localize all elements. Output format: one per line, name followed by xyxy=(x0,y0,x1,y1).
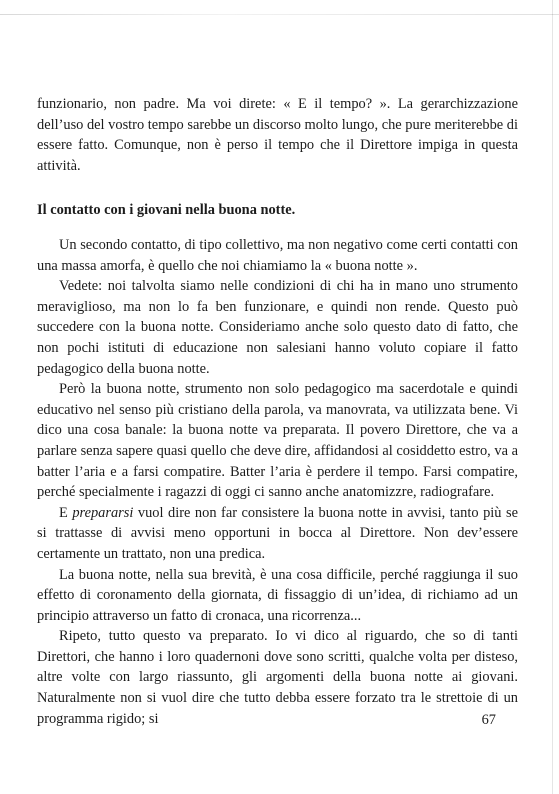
paragraph-4-italic: prepararsi xyxy=(72,504,134,521)
paragraph-3: Però la buona notte, strumento non solo pedagogico ma sacerdotale e quindi educativo nel senso più cristiano della parola, va manovrata, va utilizzata bene. Vi dico una cosa banale: la buona notte va preparata. Il povero Direttore, che va a parlare senza sapere quasi quello che deve dire, affidandosi al cosiddetto estro, va a batter l’aria e a farsi compatire. Batter l’aria è perdere il tempo. Farsi compatire, perché specialmente i ragazzi di oggi ci sanno anche anatomizzre, radiografare. xyxy=(37,381,518,501)
paragraph-2: Vedete: noi talvolta siamo nelle condizioni di chi ha in mano uno strumento meraviglioso, ma non lo fa ben funzionare, e quindi non rende. Questo può succedere con la buona notte. Consideriamo anche solo questo dato di fatto, che non pochi istituti di educazione non salesiani hanno voluto copiare il fatto pedagogico della buona notte. xyxy=(37,278,518,377)
paragraph-6: Ripeto, tutto questo va preparato. Io vi dico al riguardo, che so di tanti Direttori, che hanno i loro quadernoni dove sono scritti, qualche volta per disteso, altre volte con largo riassunto, gli argomenti della buona notte ai giovani. Naturalmente non si vuol dire che tutto debba essere forzato tra le strettoie di un programma rigido; si xyxy=(37,628,518,727)
section-heading: Il contatto con i giovani nella buona notte. xyxy=(37,202,296,218)
paragraph-4 xyxy=(37,503,518,565)
paragraph-4-rest: vuol dire non far consistere la buona notte in avvisi, tanto più se si trattasse di avvisi meno opportuni in bocca al Direttore. Non dev’essere certamente un trattato, non una predica. xyxy=(37,504,518,562)
body-text xyxy=(37,229,518,729)
scan-edge-right xyxy=(552,0,553,794)
page-number: 67 xyxy=(481,712,496,728)
intro-text xyxy=(37,94,518,176)
intro-paragraph: funzionario, non padre. Ma voi direte: « E il tempo? ». La gerarchizzazione dell’uso del vostro tempo sarebbe un discorso molto lungo, che pure meriterebbe di essere fatto. Comunque, non è perso il tempo che il Direttore impiga in questa attività. xyxy=(37,96,518,174)
scan-edge-top xyxy=(0,14,559,15)
paragraph-1: Un secondo contatto, di tipo collettivo, ma non negativo come certi contatti con una massa amorfa, è quello che noi chiamiamo la « buona notte ». xyxy=(37,237,518,274)
paragraph-4-lead: E xyxy=(59,504,73,521)
paragraph-5: La buona notte, nella sua brevità, è una cosa difficile, perché raggiunga il suo effetto di coronamento della giornata, di fissaggio di un’idea, di richiamo ad un principio attraverso un fatto di cronaca, una ricorrenza... xyxy=(37,566,518,624)
